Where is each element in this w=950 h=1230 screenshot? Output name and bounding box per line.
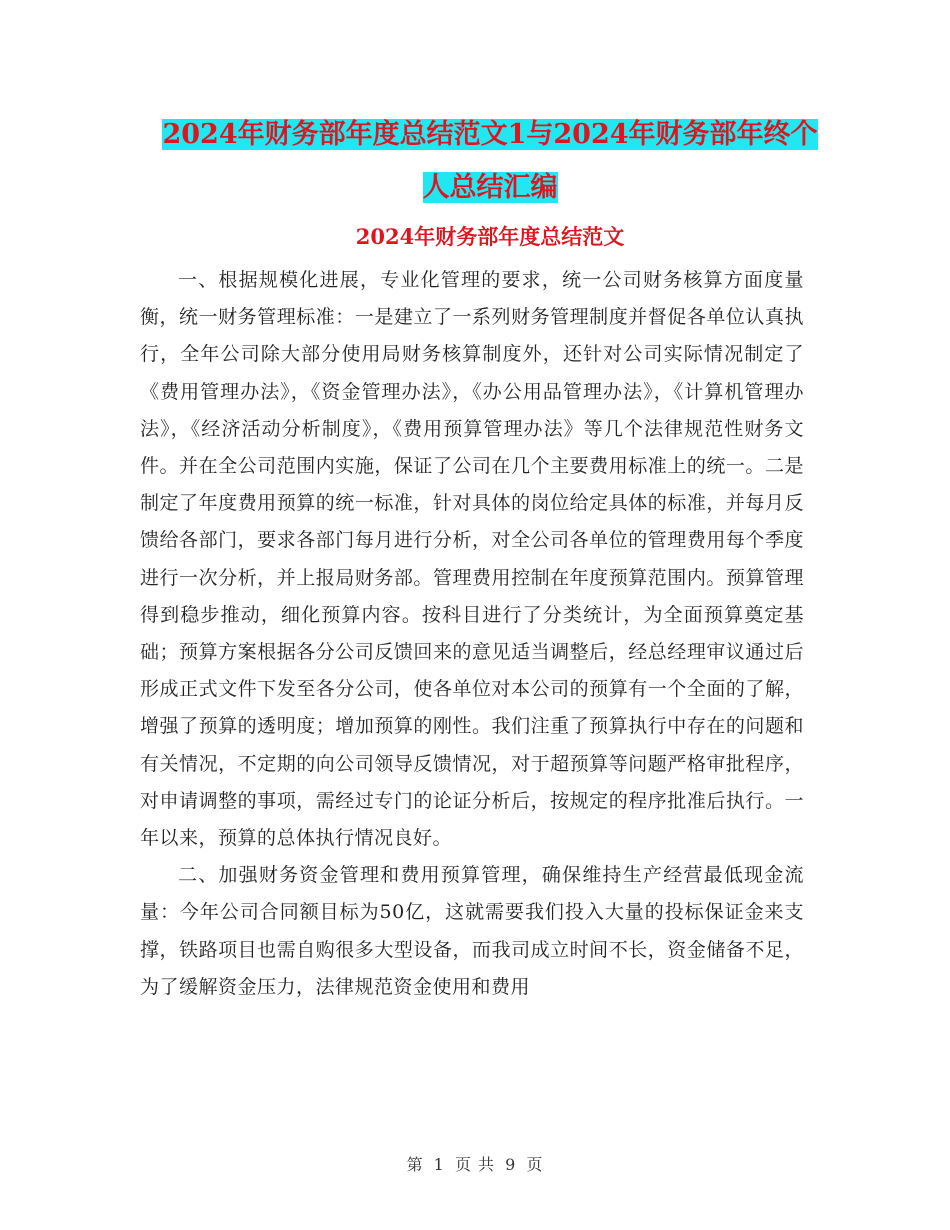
total-pages-number: 9 <box>505 1155 517 1174</box>
title-line-1: 2024年财务部年度总结范文1与2024年财务部年终个 <box>162 119 818 150</box>
document-title <box>140 108 840 214</box>
footer-suffix: 页 <box>526 1155 544 1174</box>
footer-prefix: 第 <box>406 1155 424 1174</box>
document-body <box>140 262 804 1006</box>
page-footer <box>0 1152 950 1175</box>
section-title: 2024年财务部年度总结范文 <box>355 224 625 249</box>
paragraph-1: 一、根据规模化进展，专业化管理的要求，统一公司财务核算方面度量衡，统一财务管理标准：一是建立了一系列财务管理制度并督促各单位认真执行，全年公司除大部分使用局财务核算制度外，还针对公司实际情况制定了《费用管理办法》，《资金管理办法》，《办公用品管理办法》，《计算机管理办法》，《经济活动分析制度》，《费用预算管理办法》等几个法律规范性财务文件。并在全公司范围内实施，保证了公司在几个主要费用标准上的统一。二是制定了年度费用预算的统一标准，针对具体的岗位给定具体的标准，并每月反馈给各部门，要求各部门每月进行分析，对全公司各单位的管理费用每个季度进行一次分析，并上报局财务部。管理费用控制在年度预算范围内。预算管理得到稳步推动，细化预算内容。按科目进行了分类统计，为全面预算奠定基础；预算方案根据各分公司反馈回来的意见适当调整后，经总经理审议通过后形成正式文件下发至各分公司，使各单位对本公司的预算有一个全面的了解，增强了预算的透明度；增加预算的刚性。我们注重了预算执行中存在的问题和有关情况，不定期的向公司领导反馈情况，对于超预算等问题严格审批程序，对申请调整的事项，需经过专门的论证分析后，按规定的程序批准后执行。一年以来，预算的总体执行情况良好。 <box>140 269 804 850</box>
current-page-number: 1 <box>433 1155 445 1174</box>
footer-middle: 页 共 <box>454 1155 496 1174</box>
paragraph-2: 二、加强财务资金管理和费用预算管理，确保维持生产经营最低现金流量：今年公司合同额目标为50亿，这就需要我们投入大量的投标保证金来支撑，铁路项目也需自购很多大型设备，而我司成立时间不长，资金储备不足，为了缓解资金压力，法律规范资金使用和费用 <box>140 864 804 998</box>
title-line-2: 人总结汇编 <box>422 172 558 203</box>
